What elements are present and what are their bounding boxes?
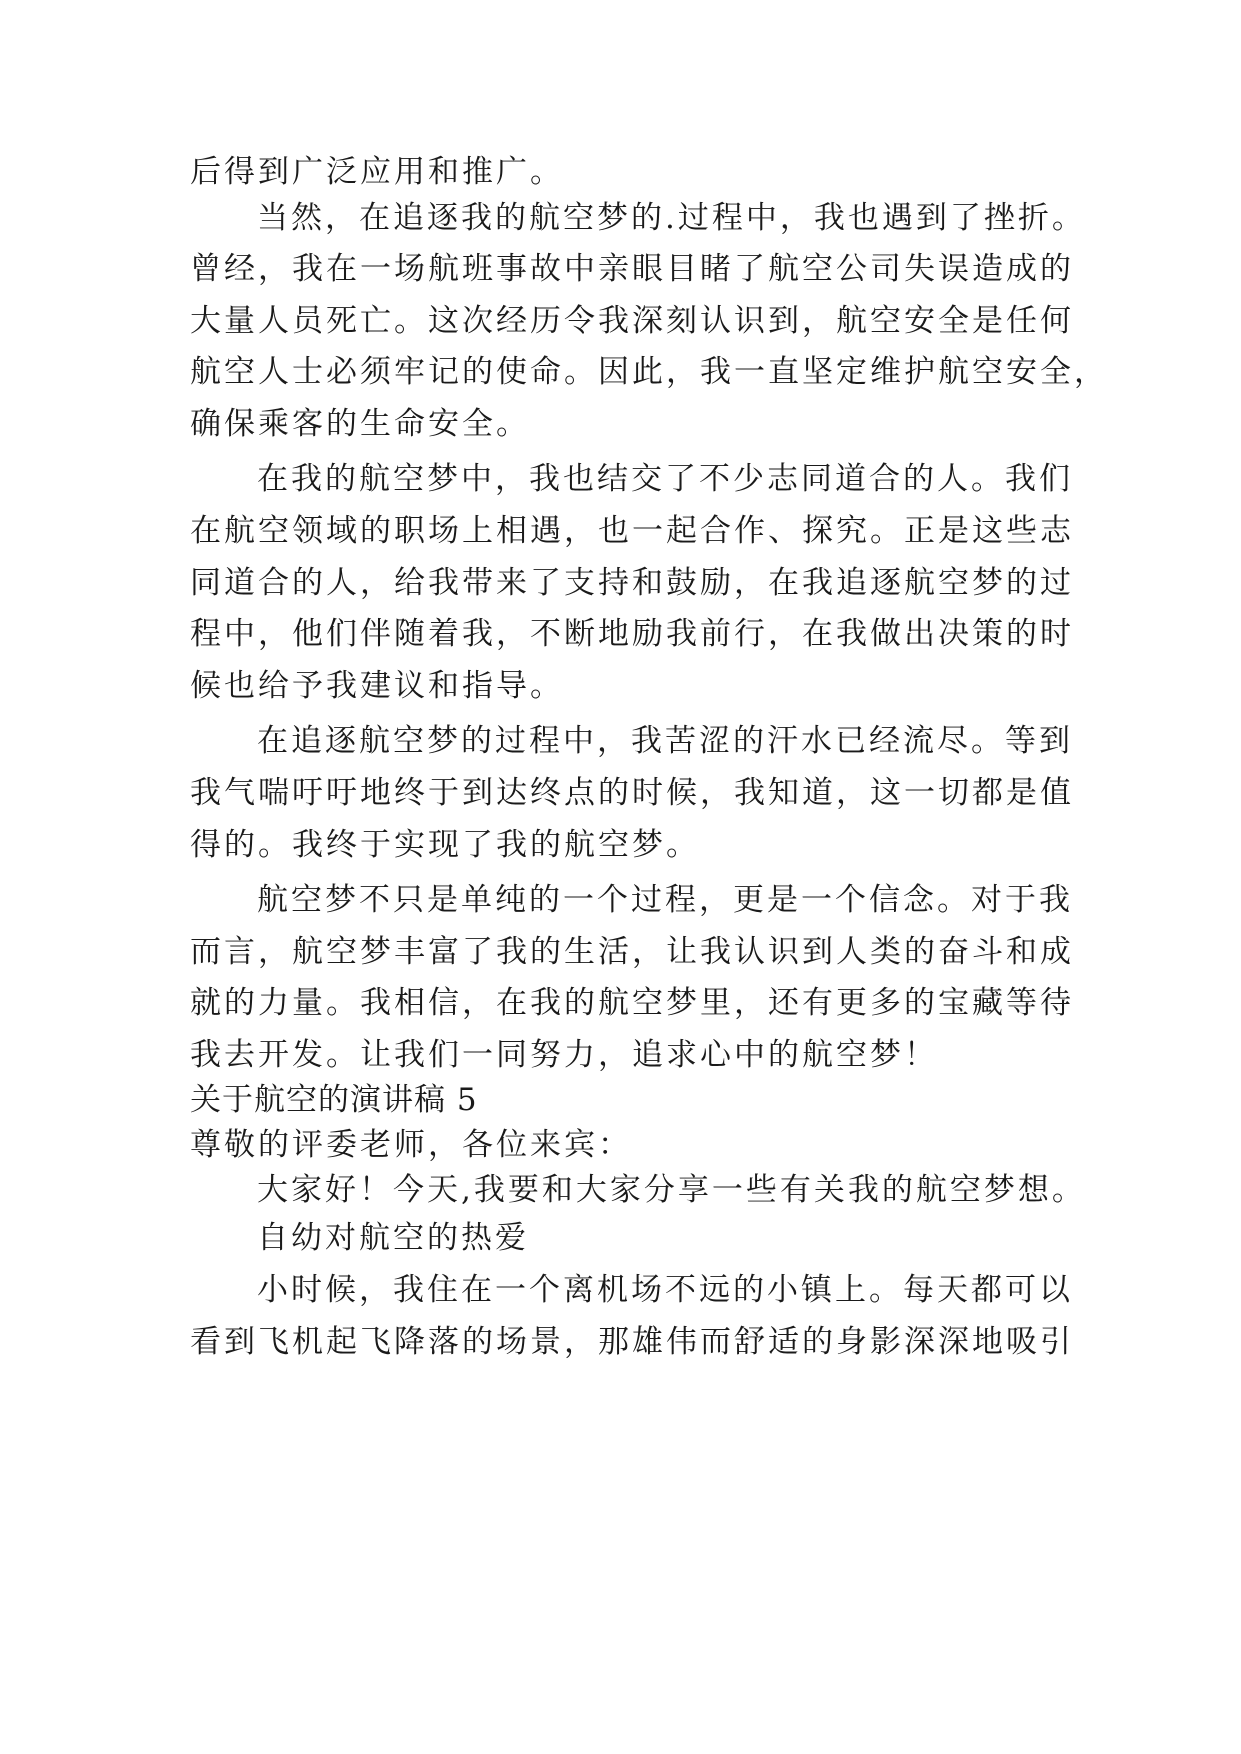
- text-line: 当然，在追逐我的航空梦的.过程中，我也遇到了挫折。: [257, 200, 1086, 236]
- subheading: 自幼对航空的热爱: [257, 1220, 529, 1256]
- text-line: 航空人士必须牢记的使命。因此，我一直坚定维护航空安全，: [190, 354, 1108, 390]
- text-line: 看到飞机起飞降落的场景，那雄伟而舒适的身影深深地吸引: [190, 1324, 1074, 1360]
- text-line: 在追逐航空梦的过程中，我苦涩的汗水已经流尽。等到: [257, 723, 1073, 759]
- text-line: 航空梦不只是单纯的一个过程，更是一个信念。对于我: [257, 882, 1073, 918]
- text-line: 在我的航空梦中，我也结交了不少志同道合的人。我们: [257, 461, 1073, 497]
- text-line: 程中，他们伴随着我，不断地励我前行，在我做出决策的时: [190, 616, 1074, 652]
- text-line: 大量人员死亡。这次经历令我深刻认识到，航空安全是任何: [190, 303, 1074, 339]
- text-line: 大家好！今天,我要和大家分享一些有关我的航空梦想。: [257, 1172, 1086, 1208]
- text-line: 候也给予我建议和指导。: [190, 668, 564, 704]
- text-line: 我气喘吁吁地终于到达终点的时候，我知道，这一切都是值: [190, 775, 1074, 811]
- section-title: 关于航空的演讲稿 5: [190, 1082, 478, 1118]
- text-line: 曾经，我在一场航班事故中亲眼目睹了航空公司失误造成的: [190, 251, 1074, 287]
- text-line: 我去开发。让我们一同努力，追求心中的航空梦！: [190, 1037, 938, 1073]
- text-line: 就的力量。我相信，在我的航空梦里，还有更多的宝藏等待: [190, 985, 1074, 1021]
- text-line: 小时候，我住在一个离机场不远的小镇上。每天都可以: [257, 1272, 1073, 1308]
- text-line: 确保乘客的生命安全。: [190, 406, 530, 442]
- text-line: 同道合的人，给我带来了支持和鼓励，在我追逐航空梦的过: [190, 565, 1074, 601]
- text-line: 后得到广泛应用和推广。: [190, 154, 564, 190]
- text-line: 而言，航空梦丰富了我的生活，让我认识到人类的奋斗和成: [190, 934, 1074, 970]
- text-line: 在航空领域的职场上相遇，也一起合作、探究。正是这些志: [190, 513, 1074, 549]
- salutation: 尊敬的评委老师，各位来宾：: [190, 1127, 632, 1163]
- text-line: 得的。我终于实现了我的航空梦。: [190, 827, 700, 863]
